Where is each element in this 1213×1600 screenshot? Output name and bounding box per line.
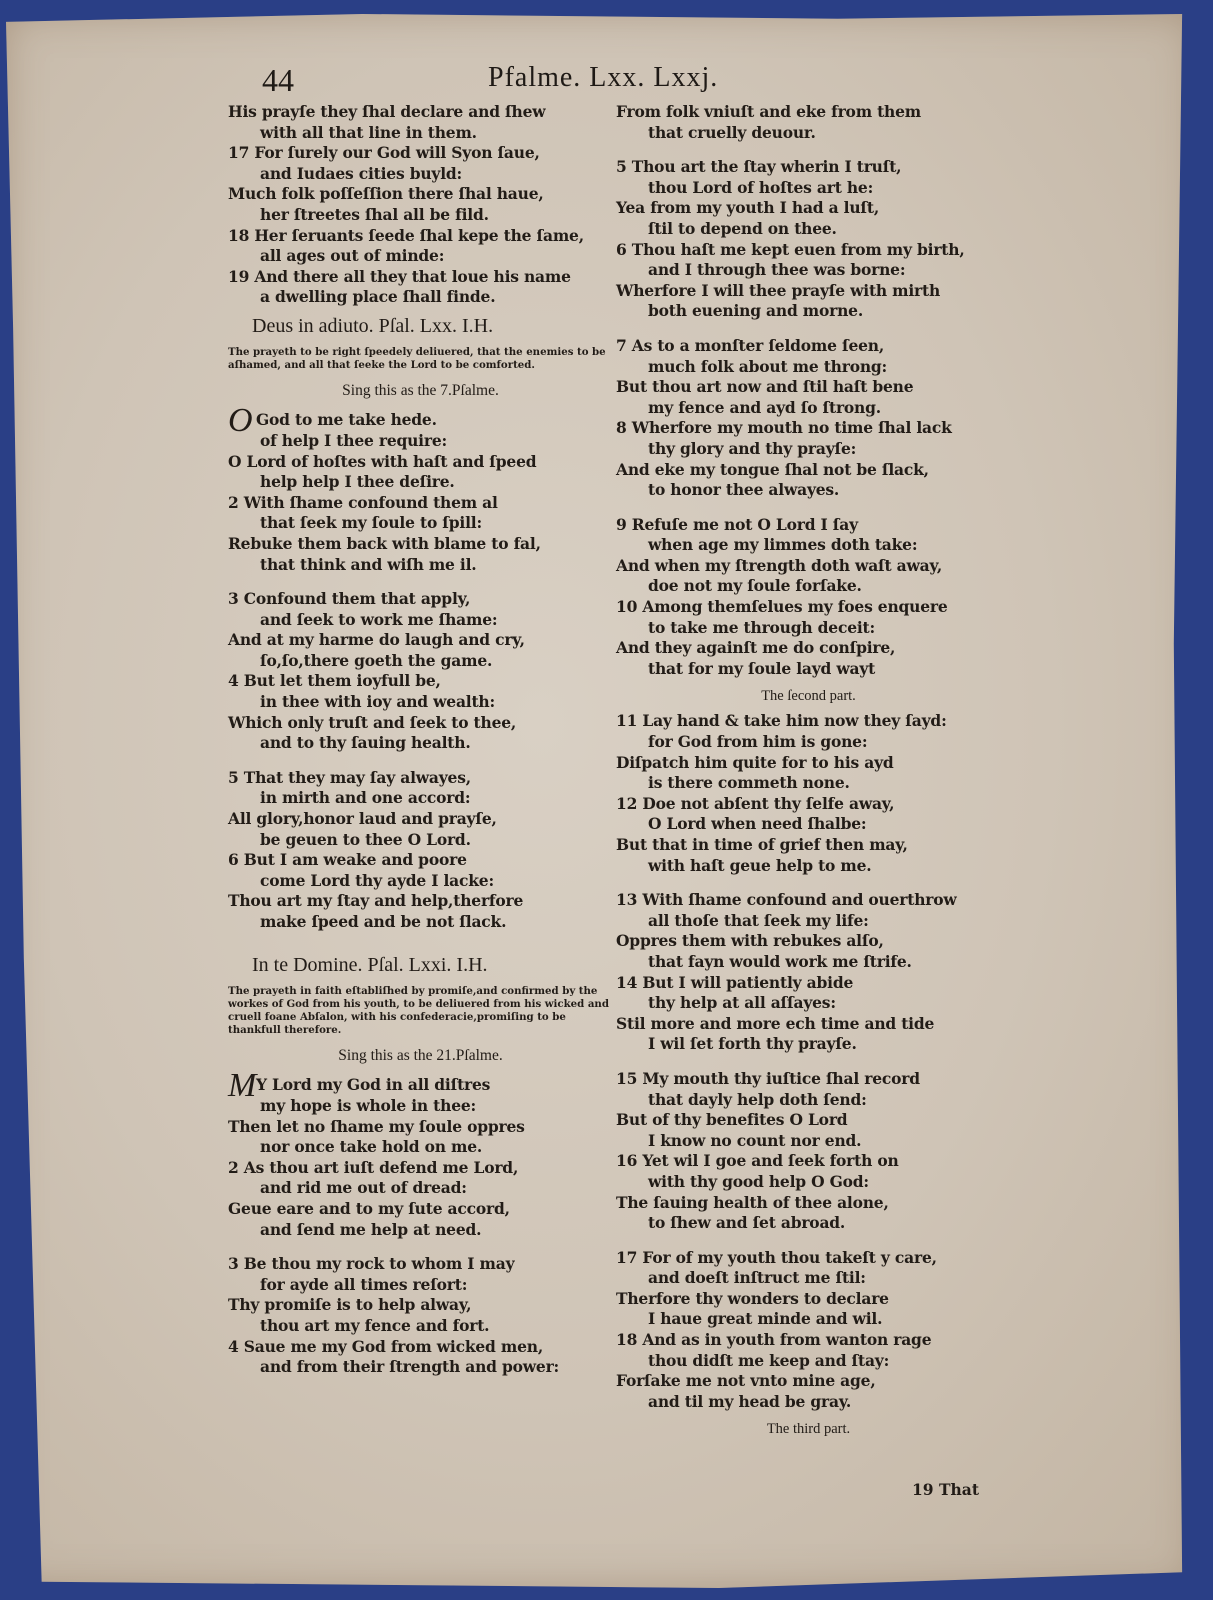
verse-line: my fence and ayd ſo ſtrong. — [648, 397, 881, 417]
verse-line: 19 And there all they that loue his name — [228, 266, 571, 286]
verse-line: Which only truſt and ſeek to thee, — [228, 712, 517, 732]
verse-line: and doeſt inſtruct me ſtil: — [648, 1268, 866, 1288]
verse-line: that for my ſoule layd wayt — [648, 658, 876, 678]
verse-line: Oppres them with rebukes alſo, — [616, 931, 884, 951]
verse-line: ſtil to depend on thee. — [648, 218, 837, 238]
verse-line: and til my head be gray. — [648, 1391, 852, 1411]
verse-line: to take me through deceit: — [648, 617, 876, 637]
verse-line: both euening and morne. — [648, 301, 864, 321]
stanza-group — [616, 1248, 1001, 1413]
verse-line: Thy promiſe is to help alway, — [228, 1295, 472, 1315]
psalm-71-tune-note: Sing this as the 21.Pſalme. — [338, 1047, 503, 1065]
verse-line: 12 Doe not abſent thy ſelfe away, — [616, 793, 895, 813]
catchword: 19 That — [912, 1480, 979, 1499]
verse-line: and to thy ſauing health. — [260, 733, 471, 753]
verse-line: 9 Refuſe me not O Lord I ſay — [616, 514, 858, 534]
verse-line: 6 Thou haſt me kept euen from my birth, — [616, 239, 965, 259]
stanza-group — [616, 336, 1001, 501]
carry-over-stanzas — [228, 102, 613, 308]
verse-line: all ages out of minde: — [260, 246, 445, 266]
page-number: 44 — [262, 62, 294, 98]
psalm-71-argument: The prayeth in faith eſtabliſhed by promiſe,and confirmed by the workes of God from his youth, to be deliuered from his wicked and cruell foane Abſalon, with his confederacie,promiſing to be thankfull therefore. — [228, 984, 609, 1037]
verse-line: I haue great minde and wil. — [648, 1309, 883, 1329]
verse-line: her ſtreetes ſhal all be fild. — [260, 204, 489, 224]
verse-line: Then let no ſhame my ſoule oppres — [228, 1116, 525, 1136]
verse-line: Diſpatch him quite for to his ayd — [616, 752, 894, 772]
verse-line: O Lord when need ſhalbe: — [648, 814, 867, 834]
verse-line: that think and wiſh me il. — [260, 554, 477, 574]
verse-line: M Y Lord my God in all diſtres — [228, 1067, 491, 1105]
verse-line: for ayde all times reſort: — [260, 1274, 468, 1294]
verse-line: nor once take hold on me. — [260, 1137, 483, 1157]
verse-line: Wherfore I will thee prayſe with mirth — [616, 280, 941, 300]
verse-line: 16 Yet wil I goe and ſeek forth on — [616, 1151, 899, 1171]
verse-line: 17 For of my youth thou takeſt y care, — [616, 1247, 937, 1267]
verse-line: to ſhew and ſet abroad. — [648, 1213, 846, 1233]
psalm-71-title: In te Domine. Pſal. Lxxi. I.H. — [252, 953, 488, 976]
verse-line: doe not my ſoule forſake. — [648, 576, 862, 596]
verse-line: 3 Confound them that apply, — [228, 589, 471, 609]
verse-line: And at my harme do laugh and cry, — [228, 630, 525, 650]
verse-line: 11 Lay hand & take him now they ſayd: — [616, 711, 947, 731]
verse-line: help help I thee deſire. — [260, 472, 455, 492]
verse-line: But of thy benefites O Lord — [616, 1110, 848, 1130]
psalm-71-verses — [228, 1067, 613, 1377]
verse-line: 4 But let them ioyfull be, — [228, 671, 441, 691]
verse-line: 5 That they may ſay alwayes, — [228, 767, 471, 787]
verse-line: and Iudaes cities buyld: — [260, 163, 463, 183]
verse-line: thou Lord of hoſtes art he: — [648, 177, 874, 197]
verse-line: thy help at all aſſayes: — [648, 993, 836, 1013]
verse-line: Forſake me not vnto mine age, — [616, 1371, 876, 1391]
verse-line: O Lord of hoſtes with haſt and ſpeed — [228, 451, 537, 471]
verse-line: thou didſt me keep and ſtay: — [648, 1350, 890, 1370]
verse-line: make ſpeed and be not ſlack. — [260, 912, 507, 931]
psalm-70-title: Deus in adiuto. Pſal. Lxx. I.H. — [252, 314, 494, 337]
verse-line: with thy good help O God: — [648, 1171, 869, 1191]
psalm-70-verses — [228, 402, 613, 932]
verse-line: But that in time of grief then may, — [616, 835, 908, 854]
verse-line: Thou art my ſtay and help,therfore — [228, 891, 524, 911]
verse-line: with all that line in them. — [260, 122, 477, 142]
running-title: Pfalme. Lxx. Lxxj. — [488, 62, 719, 93]
verse-line: ſo,ſo,there goeth the game. — [260, 650, 493, 670]
verse-line: my hope is whole in thee: — [260, 1096, 477, 1115]
verse-line: all thoſe that ſeek my life: — [648, 910, 869, 930]
verse-line: 13 With ſhame confound and ouerthrow — [616, 890, 957, 910]
left-column — [228, 102, 613, 1378]
verse-line: 6 But I am weake and poore — [228, 850, 467, 870]
drop-cap: O — [228, 402, 253, 440]
verse-line: And when my ſtrength doth waſt away, — [616, 555, 943, 575]
verse-line: in mirth and one accord: — [260, 788, 471, 808]
verse-line: But thou art now and ſtil haſt bene — [616, 377, 914, 397]
stanza-group — [616, 890, 1001, 1055]
verse-line: is there commeth none. — [648, 773, 850, 793]
verse-line: 17 For ſurely our God will Syon ſaue, — [228, 143, 540, 163]
verse-line: 2 As thou art iuſt defend me Lord, — [228, 1157, 519, 1177]
verse-line: The ſauing health of thee alone, — [616, 1192, 889, 1212]
verse-line: Yea from my youth I had a luſt, — [616, 198, 880, 218]
verse-line: I wil ſet forth thy prayſe. — [648, 1034, 857, 1054]
verse-line: in thee with ioy and wealth: — [260, 692, 496, 712]
psalm-70-argument: The prayeth to be right ſpeedely deliuered, that the enemies to be aſhamed, and all that ſeeke the Lord to be comforted. — [228, 345, 606, 372]
verse-line: a dwelling place ſhall finde. — [260, 287, 496, 307]
verse-line: I know no count nor end. — [648, 1130, 862, 1150]
right-column — [616, 102, 1001, 1444]
verse-line: Stil more and more ech time and tide — [616, 1013, 935, 1033]
verse-line: O God to me take hede. — [228, 402, 437, 440]
verse-line: All glory,honor laud and prayſe, — [228, 809, 497, 829]
verse-line: 3 Be thou my rock to whom I may — [228, 1254, 515, 1274]
verse-line: From folk vniuſt and eke from them — [616, 102, 921, 121]
drop-cap: M — [228, 1067, 257, 1105]
verse-line: And eke my tongue ſhal not be ſlack, — [616, 459, 929, 479]
third-part-heading: The third part. — [766, 1421, 851, 1438]
verse-line: that fayn would work me ſtrife. — [648, 951, 912, 971]
verse-line: Therfore thy wonders to declare — [616, 1288, 889, 1308]
verse-line: and I through thee was borne: — [648, 260, 906, 280]
verse-line: and ſeek to work me ſhame: — [260, 609, 498, 629]
verse-line: come Lord thy ayde I lacke: — [260, 870, 494, 890]
stanza-group — [616, 102, 1001, 322]
verse-line: Much folk poſſeſſion there ſhal haue, — [228, 184, 544, 204]
verse-line: for God from him is gone: — [648, 732, 868, 752]
verse-line: of help I thee require: — [260, 430, 448, 450]
verse-line: when age my limmes doth take: — [648, 535, 918, 555]
verse-line: Geue eare and to my ſute accord, — [228, 1198, 510, 1218]
verse-line: that cruelly deuour. — [648, 122, 816, 142]
verse-line: 18 And as in youth from wanton rage — [616, 1330, 932, 1350]
verse-line: with haſt geue help to me. — [648, 855, 872, 875]
verse-line: 15 My mouth thy iuſtice ſhal record — [616, 1068, 920, 1088]
verse-line: 7 As to a monſter ſeldome ſeen, — [616, 335, 885, 355]
verse-line: that dayly help doth ſend: — [648, 1089, 867, 1109]
verse-line: 10 Among themſelues my foes enquere — [616, 597, 948, 617]
verse-line: that ſeek my ſoule to ſpill: — [260, 513, 482, 533]
verse-line: be geuen to thee O Lord. — [260, 829, 471, 849]
verse-line: And they againſt me do conſpire, — [616, 638, 896, 658]
stanza-group — [616, 711, 1001, 876]
stanza-group — [616, 1069, 1001, 1234]
second-part-heading: The ſecond part. — [761, 688, 856, 705]
verse-line: much folk about me throng: — [648, 356, 888, 376]
verse-line: 4 Saue me my God from wicked men, — [228, 1336, 544, 1356]
verse-line: 2 With ſhame confound them al — [228, 492, 498, 512]
verse-line: and rid me out of dread: — [260, 1178, 467, 1198]
psalm-70-tune-note: Sing this as the 7.Pſalme. — [342, 382, 499, 400]
verse-line: 18 Her ſeruants ſeede ſhal kepe the ſame, — [228, 225, 584, 245]
stanza-group — [616, 515, 1001, 680]
verse-line: to honor thee alwayes. — [648, 480, 840, 500]
verse-line: and from their ſtrength and power: — [260, 1357, 560, 1377]
verse-line: and ſend me help at need. — [260, 1219, 482, 1239]
verse-line: 14 But I will patiently abide — [616, 972, 854, 992]
verse-line: 8 Wherfore my mouth no time ſhal lack — [616, 418, 952, 438]
verse-line: thy glory and thy prayſe: — [648, 438, 857, 458]
verse-line: Rebuke them back with blame to fal, — [228, 533, 541, 553]
verse-line: His prayſe they ſhal declare and ſhew — [228, 102, 546, 121]
verse-line: thou art my fence and fort. — [260, 1315, 490, 1335]
verse-line: 5 Thou art the ſtay wherin I truſt, — [616, 157, 902, 177]
